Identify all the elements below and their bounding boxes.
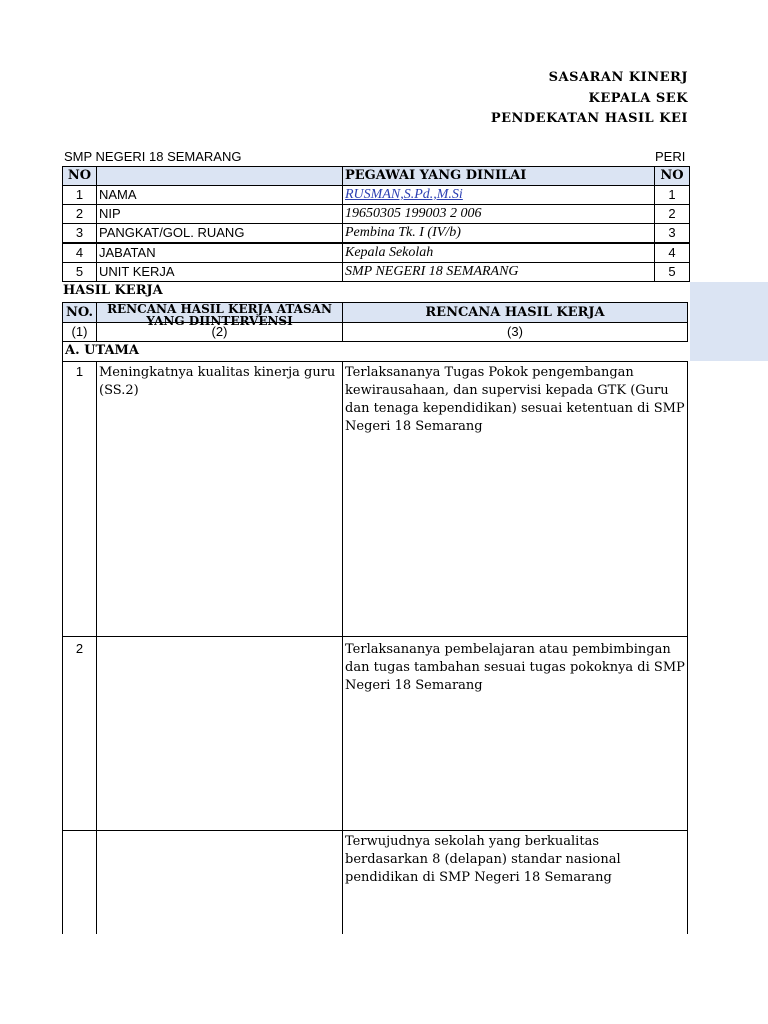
- item-atasan: [96, 830, 343, 934]
- school-name: SMP NEGERI 18 SEMARANG: [64, 149, 242, 164]
- item-rencana: Terlaksananya pembelajaran atau pembimbingan dan tugas tambahan sesuai tugas pokoknya di SMP Negeri 18 Semarang: [342, 636, 688, 831]
- item-atasan: [96, 636, 343, 831]
- row-no: 4: [62, 243, 97, 263]
- pegawai-col-no-right: NO: [654, 166, 690, 186]
- row-label: NAMA: [96, 185, 343, 205]
- hasil-num-1: (1): [62, 322, 97, 342]
- row-value: SMP NEGERI 18 SEMARANG: [342, 262, 655, 282]
- row-label: JABATAN: [96, 243, 343, 263]
- row-value: 19650305 199003 2 006: [342, 204, 655, 224]
- item-rencana: Terwujudnya sekolah yang berkualitas berdasarkan 8 (delapan) standar nasional pendidikan di SMP Negeri 18 Semarang: [342, 830, 688, 934]
- hasil-col-no: NO.: [62, 302, 97, 323]
- item-no: 2: [62, 636, 97, 831]
- row-label: PANGKAT/GOL. RUANG: [96, 223, 343, 243]
- hasil-kerja-label: HASIL KERJA: [63, 283, 163, 298]
- row-no-right: 4: [654, 243, 690, 263]
- highlight-band: [690, 282, 768, 361]
- row-no-right: 2: [654, 204, 690, 224]
- pegawai-col-title: PEGAWAI YANG DINILAI: [342, 166, 655, 186]
- utama-label: A. UTAMA: [62, 341, 688, 362]
- row-value: Pembina Tk. I (IV/b): [342, 223, 655, 243]
- row-no-right: 1: [654, 185, 690, 205]
- title-line-1: SASARAN KINERJ: [548, 70, 688, 85]
- row-no-right: 5: [654, 262, 690, 282]
- row-no: 5: [62, 262, 97, 282]
- row-no: 2: [62, 204, 97, 224]
- item-no: 1: [62, 361, 97, 637]
- hasil-num-2: (2): [96, 322, 343, 342]
- title-line-3: PENDEKATAN HASIL KEI: [490, 111, 688, 126]
- row-label: NIP: [96, 204, 343, 224]
- row-no: 1: [62, 185, 97, 205]
- hasil-num-3: (3): [342, 322, 688, 342]
- row-value: Kepala Sekolah: [342, 243, 655, 263]
- pegawai-col-blank: [96, 166, 343, 186]
- item-rencana: Terlaksananya Tugas Pokok pengembangan kewirausahaan, dan supervisi kepada GTK (Guru dan tenaga kependidikan) sesuai ketentuan di SMP Negeri 18 Semarang: [342, 361, 688, 637]
- pegawai-col-no: NO: [62, 166, 97, 186]
- title-line-2: KEPALA SEK: [588, 91, 688, 106]
- item-no: [62, 830, 97, 934]
- hasil-col-atasan: RENCANA HASIL KERJA ATASAN YANG DIINTERVENSI: [96, 302, 343, 323]
- row-no: 3: [62, 223, 97, 243]
- row-no-right: 3: [654, 223, 690, 243]
- period-label: PERI: [655, 149, 686, 164]
- item-atasan: Meningkatnya kualitas kinerja guru (SS.2): [96, 361, 343, 637]
- pegawai-name-link[interactable]: RUSMAN,S.Pd.,M.Si: [342, 185, 655, 205]
- hasil-col-rencana: RENCANA HASIL KERJA: [342, 302, 688, 323]
- row-label: UNIT KERJA: [96, 262, 343, 282]
